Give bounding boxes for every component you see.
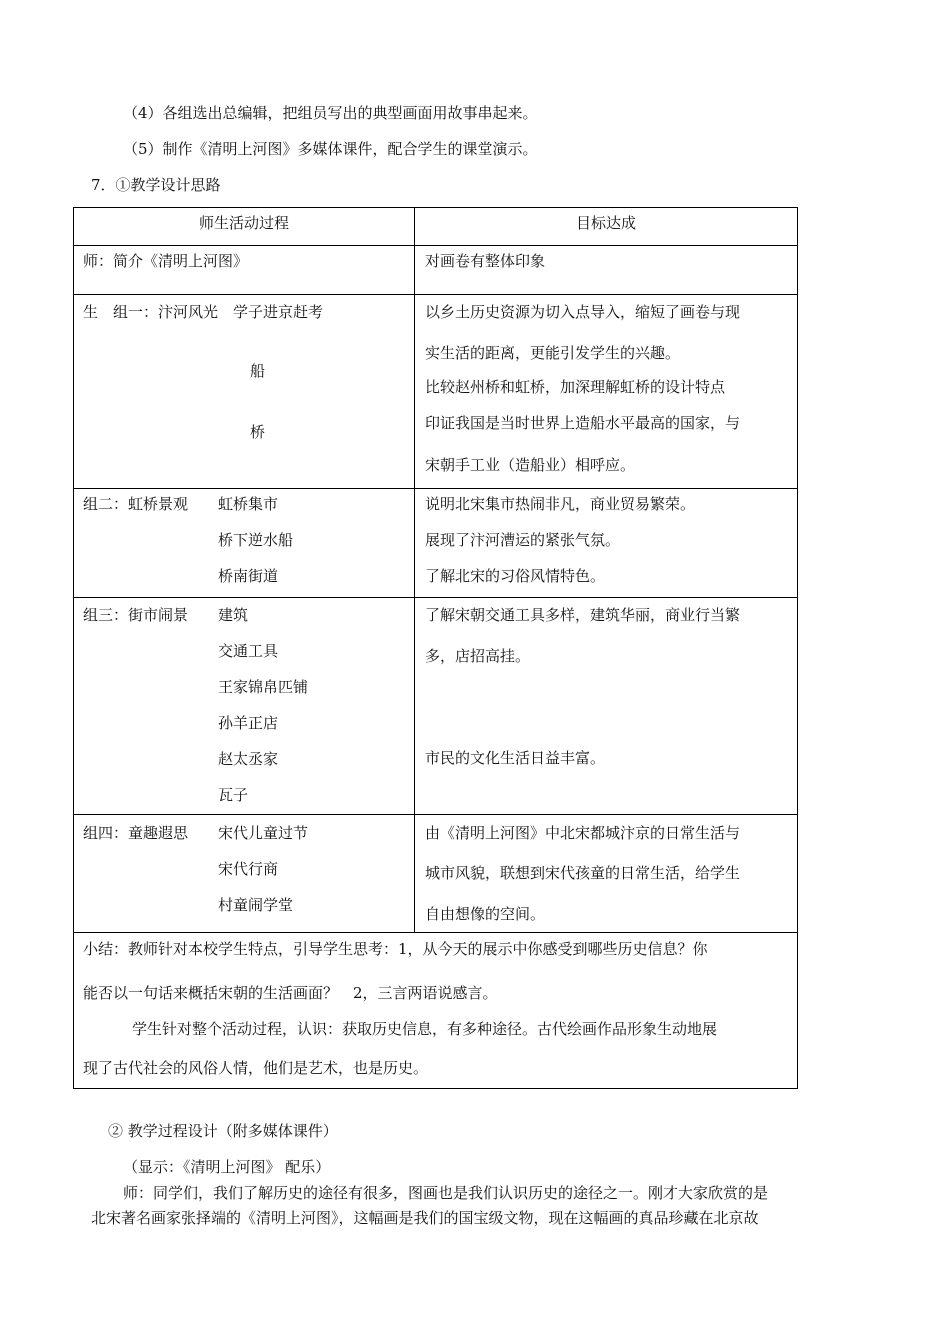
- header-goal: 目标达成: [415, 208, 798, 246]
- group4-goal-line: 城市风貌，联想到宋代孩童的日常生活，给学生: [425, 864, 741, 882]
- group1-item: 船: [250, 362, 266, 380]
- summary-line: 小结：教师针对本校学生特点，引导学生思考：1，从今天的展示中你感受到哪些历史信息？你: [83, 940, 708, 958]
- group2-goal-line: 了解北宋的习俗风情特色。: [425, 567, 606, 585]
- group1-goal-line: 比较赵州桥和虹桥，加深理解虹桥的设计特点: [425, 378, 726, 396]
- group2-label: 组二：虹桥景观: [83, 495, 189, 513]
- intro-activity-cell: [74, 246, 415, 295]
- group3-goal-line: 多，店招高挂。: [425, 647, 531, 665]
- group4-item: 宋代行商: [218, 860, 279, 878]
- summary-cell: [74, 933, 798, 1089]
- group3-goal-line: 了解宋朝交通工具多样，建筑华丽，商业行当繁: [425, 606, 741, 624]
- group1-goal-cell: [415, 295, 798, 489]
- group4-goal-line: 由《清明上河图》中北宋都城汴京的日常生活与: [425, 824, 741, 842]
- design-table: [73, 207, 798, 1089]
- group3-item: 建筑: [218, 606, 249, 624]
- group2-item: 桥下逆水船: [218, 531, 294, 549]
- group1-goal-line: 以乡土历史资源为切入点导入，缩短了画卷与现: [425, 303, 741, 321]
- teacher-line-1: 师：同学们，我们了解历史的途径有很多，图画也是我们认识历史的途径之一。刚才大家欣赏的是: [123, 1184, 769, 1202]
- group3-item: 孙羊正店: [218, 714, 279, 732]
- group1-goal-line: 实生活的距离，更能引发学生的兴趣。: [425, 344, 681, 362]
- group2-goal-cell: [415, 489, 798, 598]
- group3-goal-cell: [415, 598, 798, 815]
- teacher-line-2: 北宋著名画家张择端的《清明上河图》，这幅画是我们的国宝级文物，现在这幅画的真品珍藏在北京故: [91, 1209, 759, 1227]
- group4-item: 村童闹学堂: [218, 896, 294, 914]
- group3-item: 交通工具: [218, 642, 279, 660]
- section-heading-7: 7．①教学设计思路: [91, 176, 221, 194]
- group4-label: 组四：童趣遐思: [83, 824, 189, 842]
- group3-item: 王家锦帛匹铺: [218, 678, 309, 696]
- group4-goal-line: 自由想像的空间。: [425, 905, 546, 923]
- group1-activity-cell: [74, 295, 415, 489]
- summary-line: 能否以一句话来概括宋朝的生活画面？ 2，三言两语说感言。: [83, 984, 498, 1002]
- display-note: （显示：《清明上河图》 配乐）: [123, 1158, 331, 1176]
- group1-goal-line: 宋朝手工业（造船业）相呼应。: [425, 456, 636, 474]
- intro-line-4: （4）各组选出总编辑，把组员写出的典型画面用故事串起来。: [123, 104, 538, 122]
- header-activity: 师生活动过程: [74, 208, 415, 246]
- intro-line-5: （5）制作《清明上河图》多媒体课件，配合学生的课堂演示。: [123, 140, 538, 158]
- group4-item: 宋代儿童过节: [218, 824, 309, 842]
- section-heading-process: ② 教学过程设计（附多媒体课件）: [108, 1122, 338, 1140]
- summary-line: 学生针对整个活动过程，认识：获取历史信息，有多种途径。古代绘画作品形象生动地展: [132, 1020, 718, 1038]
- group3-item: 瓦子: [218, 786, 249, 804]
- group1-label: 生 组一：汴河风光 学子进京赶考: [83, 303, 324, 321]
- group3-item: 赵太丞家: [218, 750, 279, 768]
- group2-item: 桥南街道: [218, 567, 279, 585]
- group3-activity-cell: [74, 598, 415, 815]
- group2-goal-line: 展现了汴河漕运的紧张气氛。: [425, 531, 621, 549]
- intro-goal: 对画卷有整体印象: [425, 252, 546, 270]
- intro-activity: 师：简介《清明上河图》: [83, 252, 249, 270]
- group1-goal-line: 印证我国是当时世界上造船水平最高的国家，与: [425, 414, 741, 432]
- group1-item: 桥: [250, 423, 266, 441]
- group2-goal-line: 说明北宋集市热闹非凡，商业贸易繁荣。: [425, 495, 696, 513]
- group4-goal-cell: [415, 815, 798, 933]
- group3-label: 组三：街市闹景: [83, 606, 189, 624]
- group2-activity-cell: [74, 489, 415, 598]
- group3-goal-line: 市民的文化生活日益丰富。: [425, 749, 606, 767]
- group4-activity-cell: [74, 815, 415, 933]
- summary-line: 现了古代社会的风俗人情，他们是艺术，也是历史。: [83, 1059, 429, 1077]
- intro-goal-cell: [415, 246, 798, 295]
- group2-item: 虹桥集市: [218, 495, 279, 513]
